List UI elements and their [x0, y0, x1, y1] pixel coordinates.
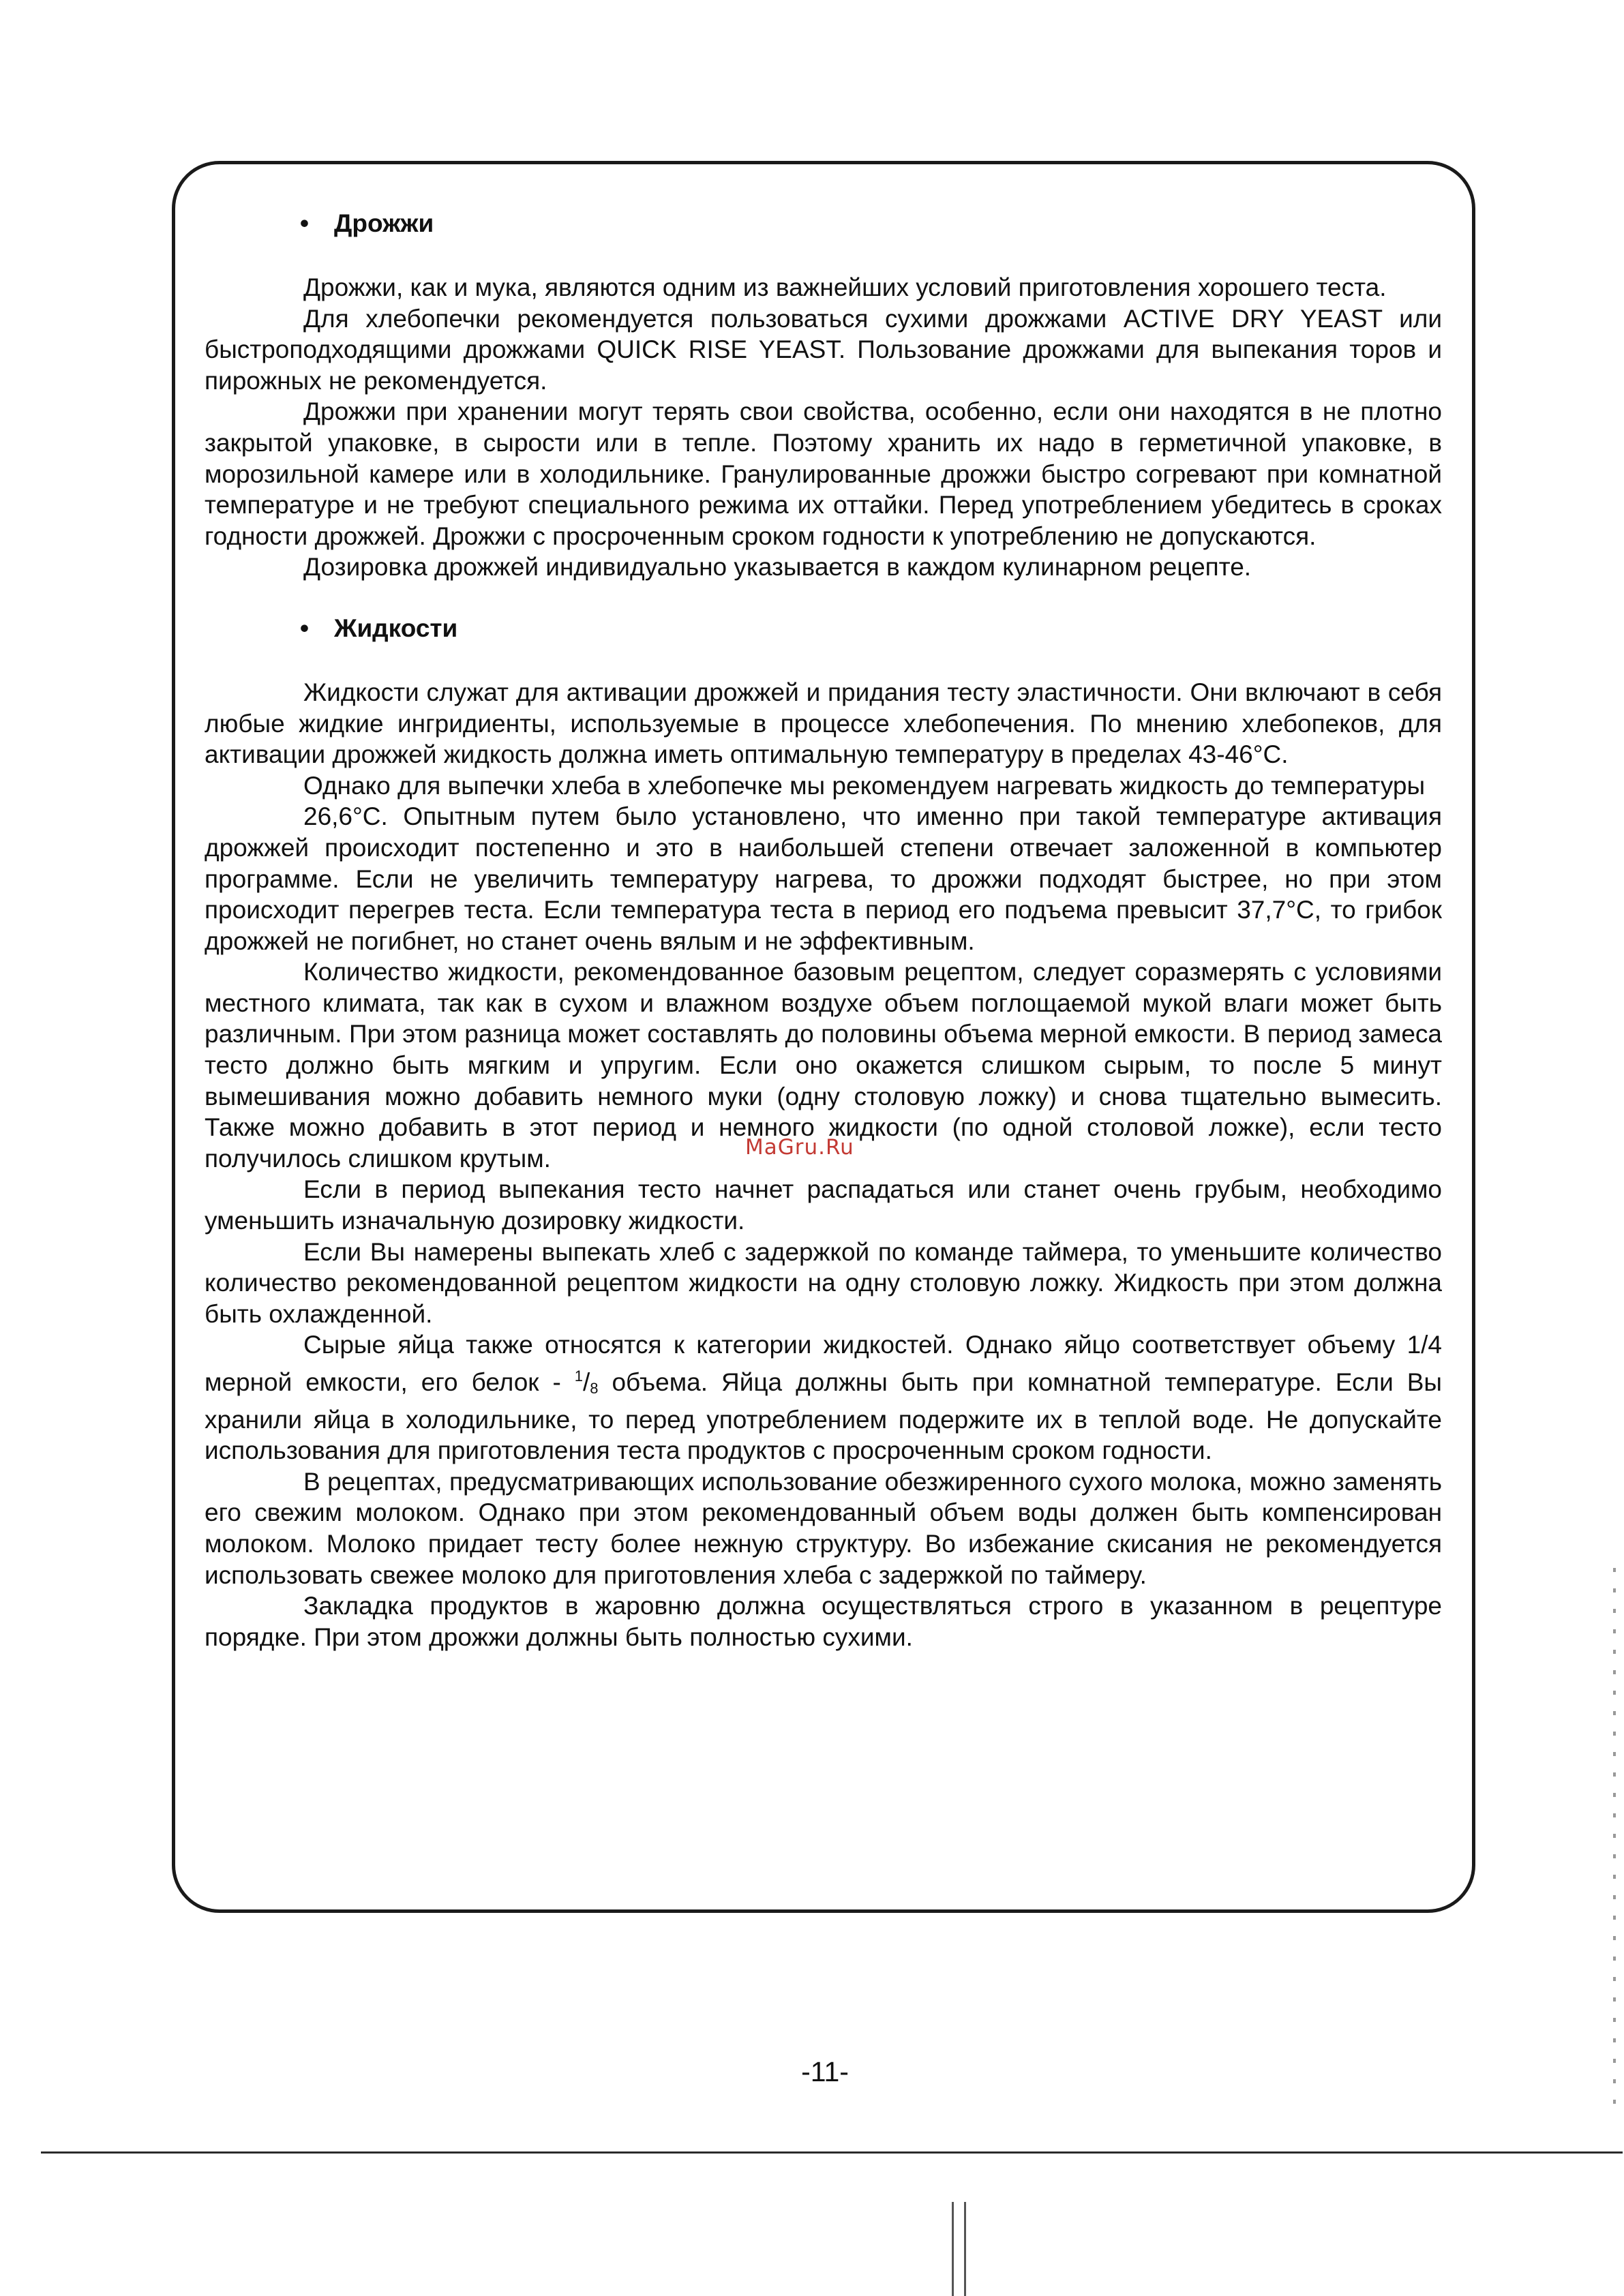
paragraph: Если в период выпекания тесто начнет распадаться или станет очень грубым, необходимо уменьшить изначальную дозировку жидкости. — [205, 1175, 1442, 1235]
paragraph: Дрожжи, как и мука, являются одним из важнейших условий приготовления хорошего теста. — [303, 273, 1387, 301]
scan-edge-marks — [1613, 1568, 1616, 2113]
paragraph: Закладка продуктов в жаровню должна осуществляться строго в указанном в рецептуре порядке. При этом дрожжи должны быть полностью сухими. — [205, 1592, 1442, 1651]
paragraph: Количество жидкости, рекомендованное базовым рецептом, следует соразмерять с условиями местного климата, так как в сухом и влажном воздухе объем поглощаемой мукой влаги может быть различным. При этом разница может составлять до половины объема мерной емкости. В период замеса тесто должно быть мягким и упругим. Если оно окажется слишком сырым, то после 5 минут вымешивания можно добавить немного муки (одну столовую ложку) и снова тщательно вымесить. Также можно добавить в этот период и немного жидкости (по одной столовой ложке), если тесто получилось слишком крутым. — [205, 958, 1442, 1173]
bottom-rule — [41, 2151, 1623, 2154]
paragraph: Дозировка дрожжей индивидуально указывается в каждом кулинарном рецепте. — [303, 553, 1252, 581]
page-content — [205, 208, 1442, 1652]
paragraph-eggs: Сырые яйца также относятся к категории жидкостей. Однако яйцо соответствует объему 1/4 мерной емкости, его белок - $^1$/8 объема. Яйца должны быть при комнатной температуре. Если Вы хранили яйца в холодильнике, то перед употреблением подержите их в теплой воде. Не допускайте использования для приготовления теста продуктов с просроченным сроком годности. — [205, 1331, 1442, 1465]
fraction-numerator: 1 — [574, 1368, 583, 1385]
bullet-icon: • — [300, 614, 309, 642]
paragraph: Однако для выпечки хлеба в хлебопечке мы рекомендуем нагревать жидкость до температуры — [303, 771, 1426, 800]
fold-line — [952, 2202, 954, 2296]
paragraph: Жидкости служат для активации дрожжей и придания тесту эластичности. Они включают в себя любые жидкие ингридиенты, используемые в процессе хлебопечения. По мнению хлебопеков, для активации дрожжей жидкость должна иметь оптимальную температуру в пределах 43-46°С. — [205, 678, 1442, 769]
section-heading-yeast: • Дрожжи — [205, 208, 1442, 239]
bullet-icon: • — [300, 209, 309, 237]
paragraph: Если Вы намерены выпекать хлеб с задержкой по команде таймера, то уменьшите количество количество рекомендованной рецептом жидкости на одну столовую ложку. Жидкость при этом должна быть охлажденной. — [205, 1237, 1442, 1328]
paragraph: 26,6°С. Опытным путем было установлено, что именно при такой температуре активация дрожжей происходит постепенно и это в наибольшей степени отвечает заложенной в компьютер программе. Если не увеличить температуру нагрева, то дрожжи подходят быстрее, но при этом происходит перегрев теста. Если температура теста в период его подъема превысит 37,7°С, то грибок дрожжей не погибнет, но станет очень вялым и не эффективным. — [205, 802, 1442, 955]
fraction-denominator: 8 — [590, 1380, 599, 1397]
paragraph: В рецептах, предусматривающих использование обезжиренного сухого молока, можно заменять его свежим молоком. Однако при этом рекомендованный объем воды должен быть компенсирован молоком. Молоко придает тесту более нежную структуру. Во избежание скисания не рекомендуется использовать свежее молоко для приготовления хлеба с задержкой по таймеру. — [205, 1467, 1442, 1589]
page-number: -11- — [801, 2056, 849, 2087]
paragraph: Дрожжи при хранении могут терять свои свойства, особенно, если они находятся в не плотно закрытой упаковке, в сырости или в тепле. Поэтому хранить их надо в герметичной упаковке, в морозильной камере или в холодильнике. Гранулированные дрожжи быстро согревают при комнатной температуре и не требуют специального режима их оттайки. Перед употреблением убедитесь в сроках годности дрожжей. Дрожжи с просроченным сроком годности к употреблению не допускаются. — [205, 397, 1442, 550]
watermark: MaGru.Ru — [745, 1135, 854, 1160]
fold-line — [964, 2202, 966, 2296]
paragraph: Для хлебопечки рекомендуется пользоваться сухими дрожжами ACTIVE DRY YEAST или быстроподходящими дрожжами QUICK RISE YEAST. Пользование дрожжами для выпекания торов и пирожных не рекомендуется. — [205, 304, 1442, 395]
section-heading-liquids: • Жидкости — [205, 613, 1442, 644]
